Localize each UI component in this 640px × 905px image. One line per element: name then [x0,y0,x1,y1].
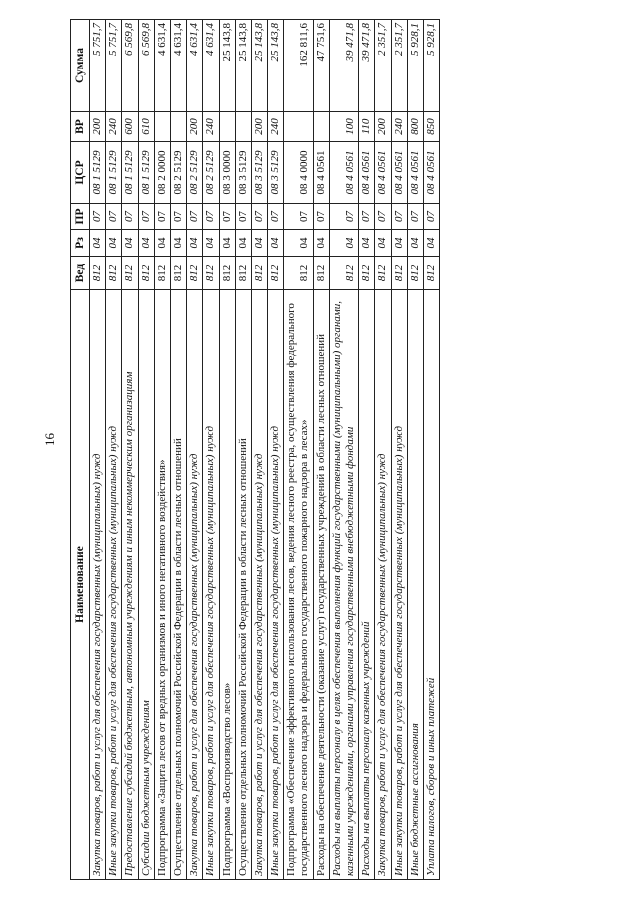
cell-ved: 812 [235,257,251,290]
cell-pr: 07 [138,204,154,230]
cell-pr: 07 [219,204,235,230]
cell-rz: 04 [219,230,235,257]
cell-sum: 5 928,1 [423,20,439,112]
cell-pr: 07 [90,204,106,230]
cell-pr: 07 [187,204,203,230]
cell-sum: 39 471,8 [329,20,358,112]
cell-pr: 07 [313,204,329,230]
cell-ved: 812 [391,257,407,290]
budget-table [70,19,440,880]
cell-vr: 100 [329,112,358,142]
page-number: 16 [42,433,57,446]
cell-name: Расходы на выплаты персоналу казенных учреждений [359,290,375,880]
cell-vr: 200 [90,112,106,142]
cell-sum: 4 631,4 [187,20,203,112]
cell-sum: 39 471,8 [359,20,375,112]
cell-csr: 08 1 5129 [122,142,138,204]
cell-ved: 812 [90,257,106,290]
cell-csr: 08 4 0561 [423,142,439,204]
cell-ved: 812 [106,257,122,290]
cell-vr: 110 [359,112,375,142]
table-header-row [71,20,90,880]
table-body [90,20,440,880]
cell-pr: 07 [122,204,138,230]
cell-csr: 08 4 0561 [313,142,329,204]
cell-pr: 07 [423,204,439,230]
table-row [251,20,267,880]
header-vr: ВР [71,112,90,142]
table-row [235,20,251,880]
cell-rz: 04 [329,230,358,257]
cell-csr: 08 4 0561 [375,142,391,204]
cell-vr: 240 [106,112,122,142]
cell-vr [284,112,313,142]
table-row [423,20,439,880]
cell-ved: 812 [375,257,391,290]
cell-name: Осуществление отдельных полномочий Российской Федерации в области лесных отношений [170,290,186,880]
cell-sum: 5 751,7 [106,20,122,112]
cell-pr: 07 [268,204,284,230]
table-row [359,20,375,880]
cell-csr: 08 2 5129 [203,142,219,204]
cell-name: Осуществление отдельных полномочий Российской Федерации в области лесных отношений [235,290,251,880]
cell-vr [170,112,186,142]
cell-ved: 812 [329,257,358,290]
cell-csr: 08 4 0561 [407,142,423,204]
cell-sum: 5 928,1 [407,20,423,112]
cell-ved: 812 [359,257,375,290]
cell-pr: 07 [359,204,375,230]
cell-rz: 04 [407,230,423,257]
table-row [391,20,407,880]
cell-sum: 162 811,6 [284,20,313,112]
cell-vr [154,112,170,142]
cell-rz: 04 [284,230,313,257]
cell-pr: 07 [106,204,122,230]
cell-sum: 5 751,7 [90,20,106,112]
cell-name: Закупка товаров, работ и услуг для обеспечения государственных (муниципальных) нужд [90,290,106,880]
cell-ved: 812 [423,257,439,290]
cell-ved: 812 [219,257,235,290]
cell-rz: 04 [138,230,154,257]
cell-rz: 04 [313,230,329,257]
cell-vr: 610 [138,112,154,142]
cell-name: Иные закупки товаров, работ и услуг для обеспечения государственных (муниципальных) нужд [203,290,219,880]
cell-csr: 08 2 5129 [170,142,186,204]
table-row [90,20,106,880]
cell-sum: 47 751,6 [313,20,329,112]
cell-pr: 07 [329,204,358,230]
cell-sum: 2 351,7 [391,20,407,112]
cell-vr [235,112,251,142]
cell-name: Иные закупки товаров, работ и услуг для обеспечения государственных (муниципальных) нужд [391,290,407,880]
cell-ved: 812 [138,257,154,290]
table-row [203,20,219,880]
cell-csr: 08 2 0000 [154,142,170,204]
cell-name: Предоставление субсидий бюджетным, автономным учреждениям и иным некоммерческим организациям [122,290,138,880]
cell-vr: 850 [423,112,439,142]
cell-pr: 07 [284,204,313,230]
cell-name: Иные закупки товаров, работ и услуг для обеспечения государственных (муниципальных) нужд [106,290,122,880]
cell-rz: 04 [375,230,391,257]
cell-ved: 812 [122,257,138,290]
cell-pr: 07 [251,204,267,230]
cell-vr [313,112,329,142]
cell-vr: 200 [251,112,267,142]
cell-name: Субсидии бюджетным учреждениям [138,290,154,880]
cell-name: Уплата налогов, сборов и иных платежей [423,290,439,880]
cell-rz: 04 [203,230,219,257]
header-pr: ПР [71,204,90,230]
cell-name: Иные бюджетные ассигнования [407,290,423,880]
cell-csr: 08 3 5129 [268,142,284,204]
cell-vr: 200 [375,112,391,142]
cell-csr: 08 4 0000 [284,142,313,204]
header-ved: Вед [71,257,90,290]
header-sum: Сумма [71,20,90,112]
cell-name: Подпрограмма «Обеспечение эффективного использования лесов, ведения лесного реестра, осуществления федерального государственного лесного надзора и федерального государственного пожарного надзора в лесах» [284,290,313,880]
cell-rz: 04 [391,230,407,257]
cell-rz: 04 [122,230,138,257]
cell-rz: 04 [106,230,122,257]
cell-sum: 4 631,4 [170,20,186,112]
table-row [138,20,154,880]
cell-rz: 04 [154,230,170,257]
cell-sum: 25 143,8 [219,20,235,112]
cell-sum: 2 351,7 [375,20,391,112]
cell-csr: 08 1 5129 [138,142,154,204]
cell-csr: 08 3 0000 [219,142,235,204]
cell-pr: 07 [375,204,391,230]
cell-ved: 812 [154,257,170,290]
header-rz: Рз [71,230,90,257]
cell-ved: 812 [268,257,284,290]
cell-ved: 812 [284,257,313,290]
cell-ved: 812 [407,257,423,290]
cell-csr: 08 4 0561 [329,142,358,204]
cell-sum: 6 569,8 [122,20,138,112]
cell-ved: 812 [313,257,329,290]
cell-vr: 600 [122,112,138,142]
cell-pr: 07 [391,204,407,230]
table-row [313,20,329,880]
cell-ved: 812 [170,257,186,290]
cell-csr: 08 4 0561 [359,142,375,204]
header-csr: ЦСР [71,142,90,204]
rotated-page-content [70,20,600,880]
cell-pr: 07 [170,204,186,230]
table-row [170,20,186,880]
table-row [106,20,122,880]
cell-vr [219,112,235,142]
table-row [284,20,313,880]
cell-name: Расходы на обеспечение деятельности (оказание услуг) государственных учреждений в области лесных отношений [313,290,329,880]
table-row [329,20,358,880]
cell-name: Иные закупки товаров, работ и услуг для обеспечения государственных (муниципальных) нужд [268,290,284,880]
cell-ved: 812 [203,257,219,290]
cell-name: Закупка товаров, работ и услуг для обеспечения государственных (муниципальных) нужд [187,290,203,880]
cell-ved: 812 [251,257,267,290]
cell-rz: 04 [90,230,106,257]
cell-rz: 04 [170,230,186,257]
cell-ved: 812 [187,257,203,290]
header-name: Наименование [71,290,90,880]
cell-pr: 07 [407,204,423,230]
cell-pr: 07 [235,204,251,230]
cell-csr: 08 3 5129 [251,142,267,204]
cell-csr: 08 2 5129 [187,142,203,204]
cell-name: Закупка товаров, работ и услуг для обеспечения государственных (муниципальных) нужд [251,290,267,880]
table-row [219,20,235,880]
cell-rz: 04 [423,230,439,257]
table-row [407,20,423,880]
cell-csr: 08 1 5129 [90,142,106,204]
table-row [375,20,391,880]
cell-rz: 04 [359,230,375,257]
cell-vr: 240 [203,112,219,142]
cell-pr: 07 [203,204,219,230]
table-row [187,20,203,880]
cell-sum: 4 631,4 [154,20,170,112]
cell-sum: 25 143,8 [235,20,251,112]
cell-rz: 04 [251,230,267,257]
cell-pr: 07 [154,204,170,230]
cell-csr: 08 1 5129 [106,142,122,204]
cell-vr: 240 [391,112,407,142]
table-row [122,20,138,880]
table-row [154,20,170,880]
cell-csr: 08 4 0561 [391,142,407,204]
cell-sum: 6 569,8 [138,20,154,112]
cell-vr: 800 [407,112,423,142]
cell-sum: 25 143,8 [268,20,284,112]
cell-sum: 4 631,4 [203,20,219,112]
cell-vr: 200 [187,112,203,142]
cell-vr: 240 [268,112,284,142]
cell-name: Подпрограмма «Воспроизводство лесов» [219,290,235,880]
cell-rz: 04 [268,230,284,257]
table-row [268,20,284,880]
cell-sum: 25 143,8 [251,20,267,112]
cell-rz: 04 [235,230,251,257]
cell-rz: 04 [187,230,203,257]
cell-name: Закупка товаров, работ и услуг для обеспечения государственных (муниципальных) нужд [375,290,391,880]
cell-name: Подпрограмма «Защита лесов от вредных организмов и иного негативного воздействия» [154,290,170,880]
cell-csr: 08 3 5129 [235,142,251,204]
cell-name: Расходы на выплаты персоналу в целях обеспечения выполнения функций государственными (муниципальными) органами, казенными учреждениями, органами управления государственными внебюджетными фондами [329,290,358,880]
